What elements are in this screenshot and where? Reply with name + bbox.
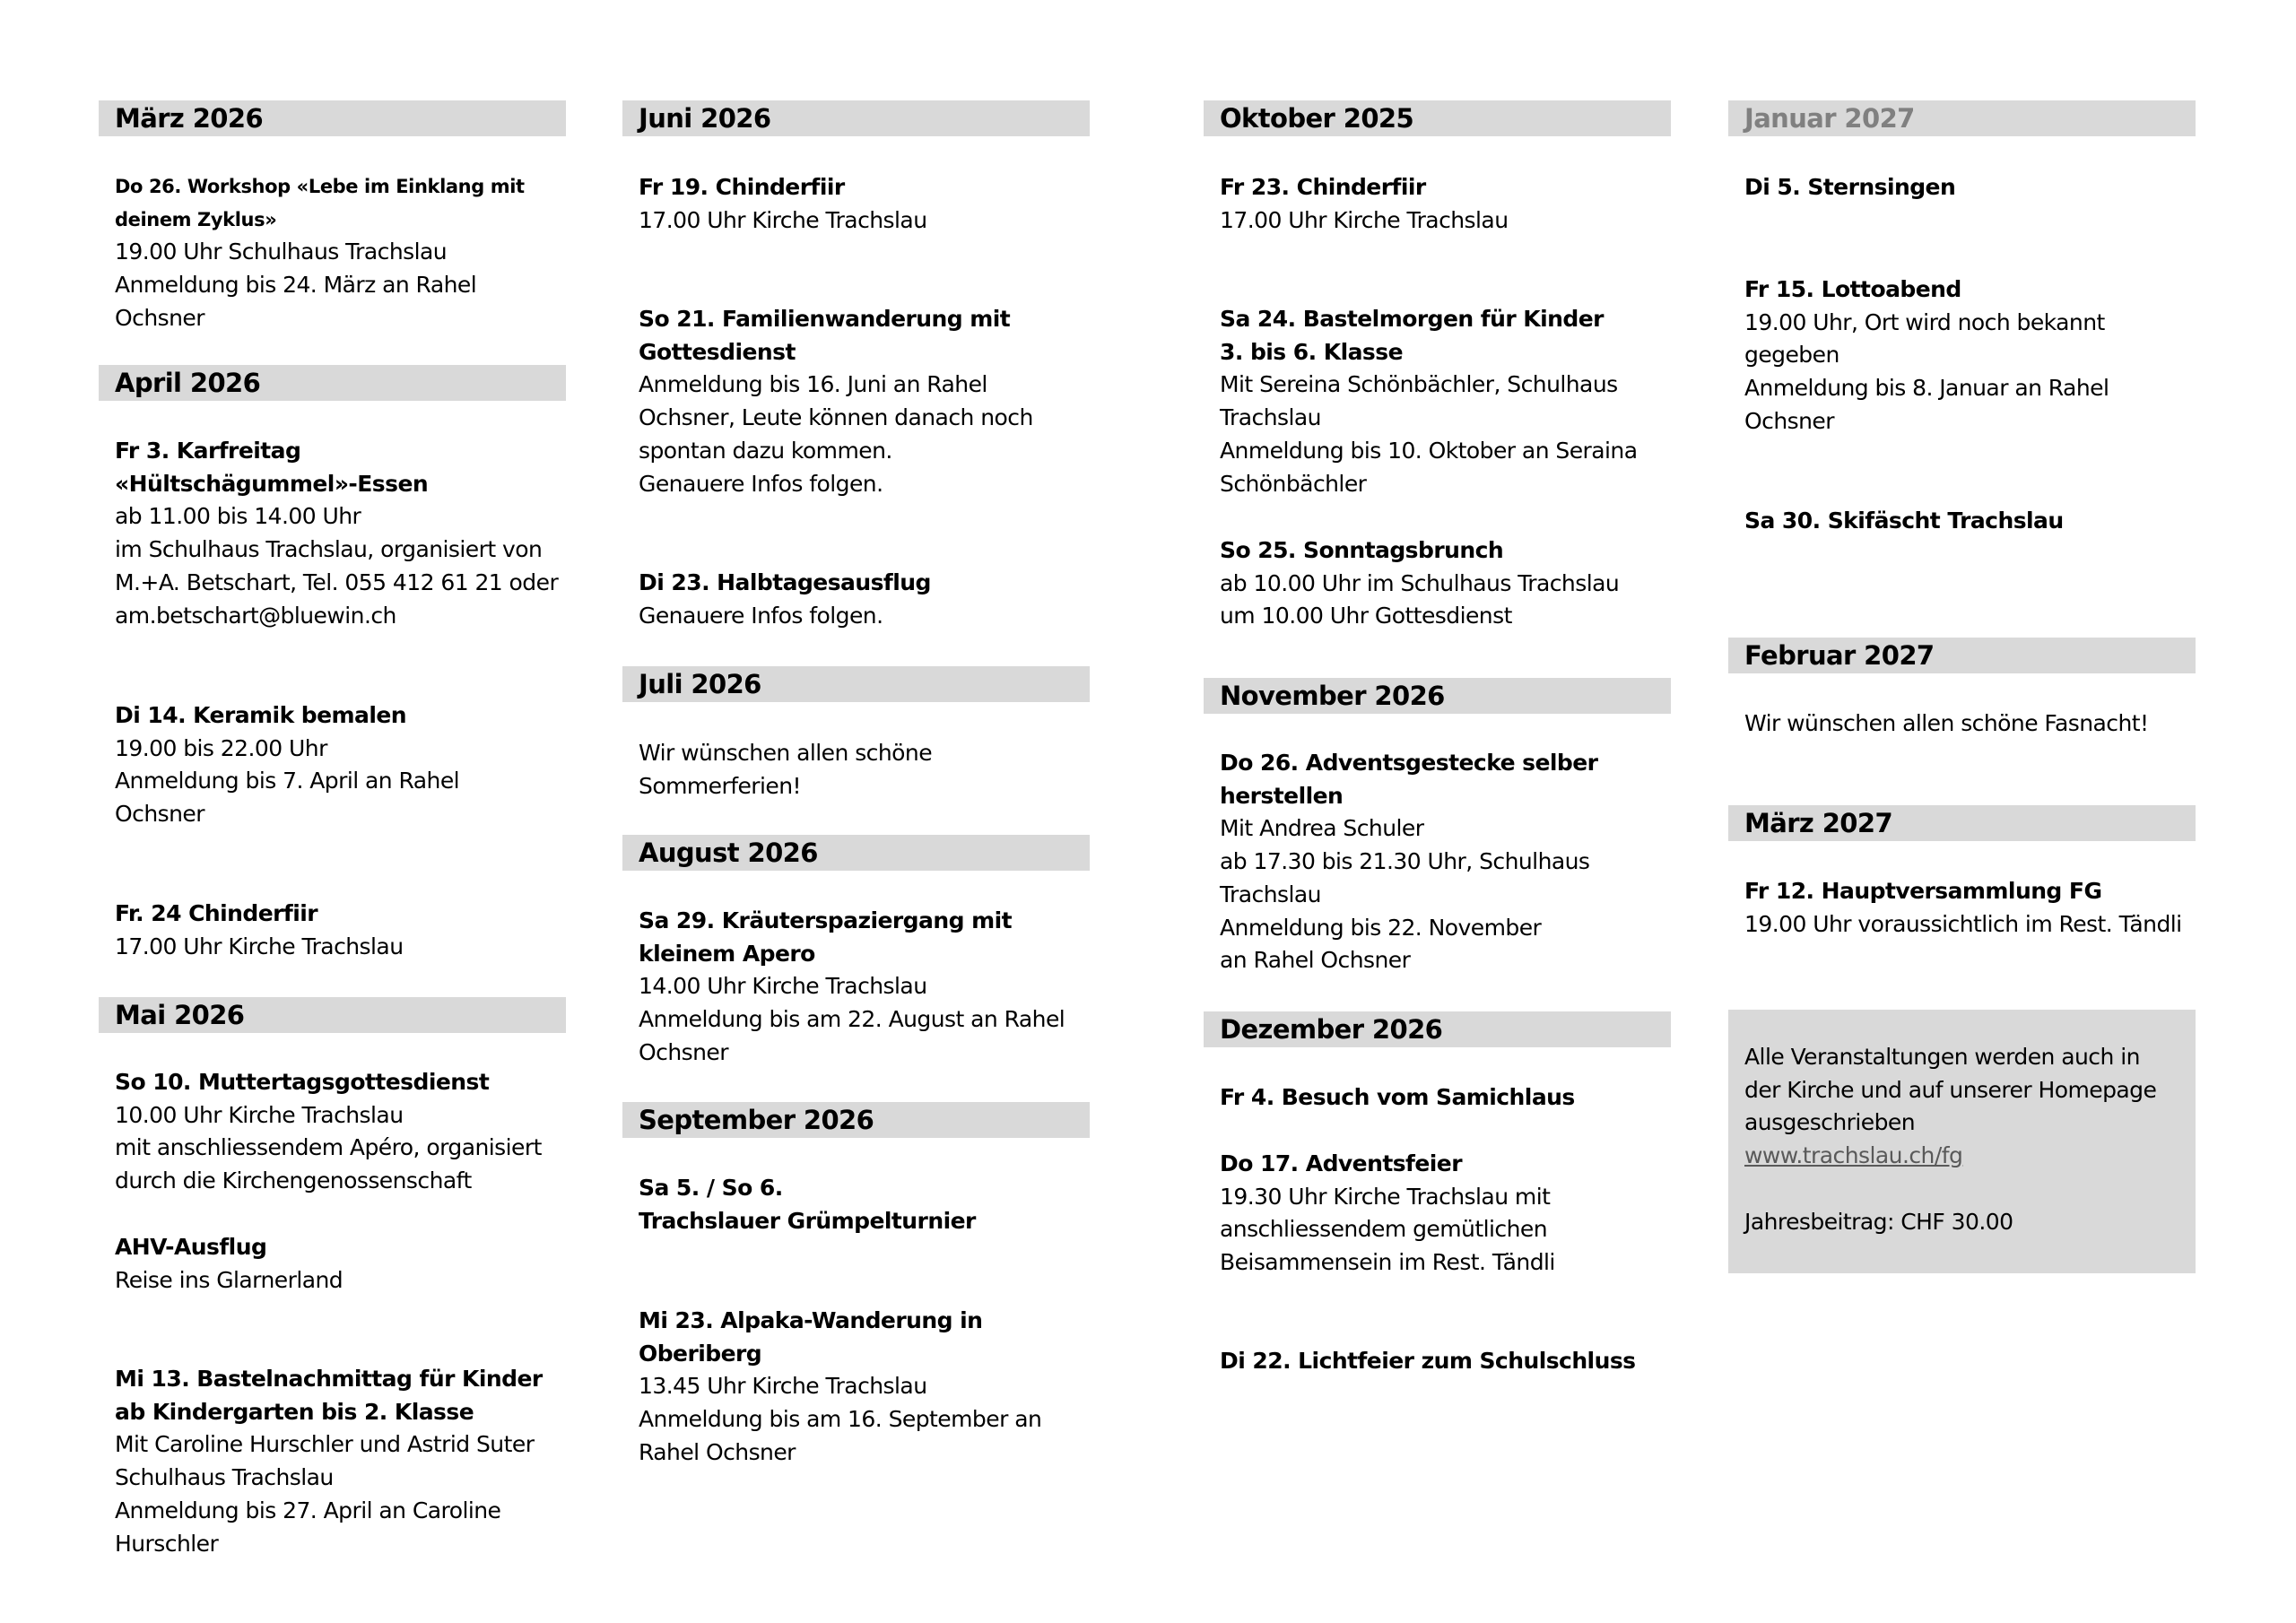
event-detail: M.+A. Betschart, Tel. 055 412 61 21 oder	[115, 568, 559, 595]
column-1	[99, 0, 566, 1623]
event-chinderfiir-juni	[639, 171, 1087, 237]
event-detail: 17.00 Uhr Kirche Trachslau	[115, 933, 404, 959]
event-title: ab Kindergarten bis 2. Klasse	[115, 1398, 474, 1425]
event-detail: Hurschler	[115, 1530, 219, 1557]
event-bastelnachmittag	[115, 1363, 563, 1560]
event-detail: Genauere Infos folgen.	[639, 602, 883, 629]
event-detail: 19.00 bis 22.00 Uhr	[115, 734, 327, 761]
event-detail: Trachslau	[1220, 881, 1321, 907]
event-title: Di 5. Sternsingen	[1744, 174, 1956, 200]
event-detail: an Rahel Ochsner	[1220, 947, 1411, 974]
event-title: Fr 4. Besuch vom Samichlaus	[1220, 1084, 1575, 1110]
event-detail: 17.00 Uhr Kirche Trachslau	[1220, 206, 1509, 233]
event-familienwanderung	[639, 303, 1087, 500]
month-title: März 2026	[115, 103, 264, 134]
month-header-dezember-2026	[1204, 1011, 1671, 1047]
event-adventsfeier	[1220, 1148, 1668, 1280]
event-hauptversammlung	[1744, 875, 2193, 941]
event-detail: Schulhaus Trachslau	[115, 1464, 334, 1491]
event-title: Gottesdienst	[639, 338, 796, 365]
event-title: Di 23. Halbtagesausflug	[639, 569, 931, 595]
event-chinderfiir-april	[115, 898, 563, 963]
month-title: Februar 2027	[1744, 640, 1935, 671]
event-title: kleinem Apero	[639, 940, 815, 967]
event-detail: Anmeldung bis am 22. August an Rahel	[639, 1006, 1065, 1033]
event-detail: Anmeldung bis 16. Juni an Rahel	[639, 371, 987, 398]
month-title: Juni 2026	[639, 103, 771, 134]
month-title: September 2026	[639, 1105, 874, 1135]
event-title: Sa 24. Bastelmorgen für Kinder	[1220, 306, 1604, 332]
event-muttertagsgottesdienst	[115, 1066, 563, 1198]
column-2	[622, 0, 1090, 1623]
event-title: Sa 29. Kräuterspaziergang mit	[639, 907, 1013, 933]
event-detail: Anmeldung bis 7. April an Rahel	[115, 768, 460, 794]
event-title: 3. bis 6. Klasse	[1220, 338, 1403, 365]
month-header-juli-2026	[622, 666, 1090, 702]
event-alpaka-wanderung	[639, 1305, 1087, 1470]
event-detail: 19.00 Uhr, Ort wird noch bekannt	[1744, 308, 2105, 335]
month-header-mai-2026	[99, 997, 566, 1033]
info-line: Alle Veranstaltungen werden auch in	[1744, 1044, 2140, 1070]
event-lichtfeier	[1220, 1345, 1668, 1378]
event-email: am.betschart@bluewin.ch	[115, 602, 396, 629]
event-chinderfiir-oktober	[1220, 171, 1668, 237]
event-title: Fr 19. Chinderfiir	[639, 174, 845, 200]
event-detail: 19.00 Uhr Schulhaus Trachslau	[115, 239, 448, 265]
event-skifaescht	[1744, 505, 2193, 538]
event-detail: Ochsner, Leute können danach noch	[639, 404, 1033, 431]
event-keramik-bemalen	[115, 699, 563, 831]
event-detail: Anmeldung bis 22. November	[1220, 914, 1542, 941]
homepage-link[interactable]: www.trachslau.ch/fg	[1744, 1142, 1963, 1169]
event-title: Fr 15. Lottoabend	[1744, 276, 1961, 302]
event-detail: 10.00 Uhr Kirche Trachslau	[115, 1101, 404, 1128]
event-halbtagesausflug	[639, 567, 1087, 632]
month-title: April 2026	[115, 368, 261, 398]
event-title: Sa 5. / So 6.	[639, 1175, 783, 1201]
spacer	[1744, 1173, 2193, 1206]
event-detail: Anmeldung bis 24. März an Rahel	[115, 272, 477, 299]
event-detail: 17.00 Uhr Kirche Trachslau	[639, 206, 927, 233]
annual-fee: Jahresbeitrag: CHF 30.00	[1744, 1208, 2013, 1235]
info-line: der Kirche und auf unserer Homepage	[1744, 1076, 2157, 1103]
month-title: Mai 2026	[115, 1000, 245, 1030]
summer-greeting	[639, 737, 1087, 803]
column-3	[1204, 0, 1671, 1623]
event-title: Di 14. Keramik bemalen	[115, 702, 407, 728]
event-detail: Mit Caroline Hurschler und Astrid Suter	[115, 1431, 535, 1458]
month-header-maerz-2026	[99, 100, 566, 136]
event-detail: Mit Andrea Schuler	[1220, 815, 1424, 842]
event-bastelmorgen	[1220, 303, 1668, 500]
event-title: Mi 23. Alpaka-Wanderung in	[639, 1307, 983, 1333]
month-header-september-2026	[622, 1102, 1090, 1138]
month-header-oktober-2025	[1204, 100, 1671, 136]
info-box	[1728, 1010, 2196, 1273]
event-detail: Anmeldung bis 27. April an Caroline	[115, 1497, 501, 1523]
event-detail: ab 17.30 bis 21.30 Uhr, Schulhaus	[1220, 848, 1590, 875]
event-title: So 21. Familienwanderung mit	[639, 306, 1011, 332]
event-detail: Beisammensein im Rest. Tändli	[1220, 1249, 1555, 1276]
fasnacht-greeting	[1744, 707, 2193, 741]
event-ahv-ausflug	[115, 1231, 563, 1297]
month-header-januar-2027	[1728, 100, 2196, 136]
event-detail: Anmeldung bis 8. Januar an Rahel	[1744, 375, 2109, 402]
month-title: Juli 2026	[639, 669, 761, 699]
event-detail: 19.30 Uhr Kirche Trachslau mit	[1220, 1183, 1551, 1210]
event-detail: Trachslau	[1220, 404, 1321, 431]
event-samichlaus	[1220, 1081, 1668, 1115]
event-title: deinem Zyklus»	[115, 208, 277, 230]
month-title: Dezember 2026	[1220, 1014, 1443, 1045]
event-detail: ab 10.00 Uhr im Schulhaus Trachslau	[1220, 569, 1620, 596]
event-detail: Mit Sereina Schönbächler, Schulhaus	[1220, 371, 1618, 398]
event-title: Do 26. Adventsgestecke selber	[1220, 750, 1598, 776]
event-detail: Ochsner	[115, 801, 204, 828]
event-title: Fr 12. Hauptversammlung FG	[1744, 878, 2102, 904]
event-detail: mit anschliessendem Apéro, organisiert	[115, 1134, 542, 1161]
event-detail: 14.00 Uhr Kirche Trachslau	[639, 973, 927, 1000]
month-header-april-2026	[99, 365, 566, 401]
event-detail: Anmeldung bis am 16. September an	[639, 1406, 1042, 1433]
event-kraeuterspaziergang	[639, 905, 1087, 1070]
column-4	[1728, 0, 2196, 1623]
event-detail: spontan dazu kommen.	[639, 437, 892, 464]
month-header-august-2026	[622, 835, 1090, 871]
event-sonntagsbrunch	[1220, 534, 1668, 633]
event-detail: Ochsner	[1744, 407, 1834, 434]
event-title: Do 17. Adventsfeier	[1220, 1150, 1462, 1176]
event-detail: gegeben	[1744, 342, 1839, 369]
event-title: Trachslauer Grümpelturnier	[639, 1207, 976, 1234]
event-gruempelturnier	[639, 1172, 1087, 1237]
event-lottoabend	[1744, 273, 2193, 438]
greeting-text: Wir wünschen allen schöne	[639, 740, 933, 766]
event-title: So 10. Muttertagsgottesdienst	[115, 1069, 490, 1095]
event-detail: ab 11.00 bis 14.00 Uhr	[115, 503, 361, 530]
month-title: März 2027	[1744, 808, 1893, 838]
event-title: Mi 13. Bastelnachmittag für Kinder	[115, 1366, 543, 1392]
event-title: Di 22. Lichtfeier zum Schulschluss	[1220, 1348, 1636, 1374]
event-title: Do 26. Workshop «Lebe im Einklang mit	[115, 176, 525, 197]
month-header-maerz-2027	[1728, 805, 2196, 841]
event-detail: Genauere Infos folgen.	[639, 470, 883, 497]
event-detail: Reise ins Glarnerland	[115, 1266, 344, 1293]
event-title: Fr 23. Chinderfiir	[1220, 174, 1426, 200]
event-detail: Schönbächler	[1220, 470, 1367, 497]
event-detail: im Schulhaus Trachslau, organisiert von	[115, 536, 543, 563]
month-header-juni-2026	[622, 100, 1090, 136]
event-title: Sa 30. Skifäscht Trachslau	[1744, 508, 2064, 534]
month-title: August 2026	[639, 838, 818, 868]
event-detail: 13.45 Uhr Kirche Trachslau	[639, 1373, 927, 1400]
info-line: ausgeschrieben	[1744, 1109, 1916, 1136]
event-adventsgestecke	[1220, 747, 1668, 977]
month-title: Januar 2027	[1744, 103, 1915, 134]
greeting-text: Wir wünschen allen schöne Fasnacht!	[1744, 710, 2149, 736]
month-title: Oktober 2025	[1220, 103, 1414, 134]
event-title: Oberiberg	[639, 1340, 762, 1367]
event-detail: um 10.00 Uhr Gottesdienst	[1220, 603, 1512, 629]
event-title: So 25. Sonntagsbrunch	[1220, 537, 1504, 563]
event-karfreitag	[115, 435, 563, 632]
event-title: AHV-Ausflug	[115, 1234, 267, 1260]
event-detail: Rahel Ochsner	[639, 1438, 796, 1465]
event-detail: durch die Kirchengenossenschaft	[115, 1167, 472, 1194]
event-title: herstellen	[1220, 782, 1344, 809]
event-detail: 19.00 Uhr voraussichtlich im Rest. Tändli	[1744, 910, 2182, 937]
info-text	[1744, 1041, 2193, 1238]
month-header-februar-2027	[1728, 638, 2196, 673]
month-title: November 2026	[1220, 681, 1445, 711]
event-title: «Hültschägummel»-Essen	[115, 470, 429, 497]
greeting-text: Sommerferien!	[639, 772, 802, 799]
event-detail: Ochsner	[639, 1038, 728, 1065]
event-title: Fr. 24 Chinderfiir	[115, 900, 318, 926]
event-detail: anschliessendem gemütlichen	[1220, 1216, 1547, 1243]
event-title: Fr 3. Karfreitag	[115, 438, 301, 464]
month-header-november-2026	[1204, 678, 1671, 714]
event-detail: Ochsner	[115, 304, 204, 331]
event-detail: Anmeldung bis 10. Oktober an Seraina	[1220, 437, 1638, 464]
event-sternsingen	[1744, 171, 2193, 204]
event-workshop-zyklus	[115, 170, 563, 335]
